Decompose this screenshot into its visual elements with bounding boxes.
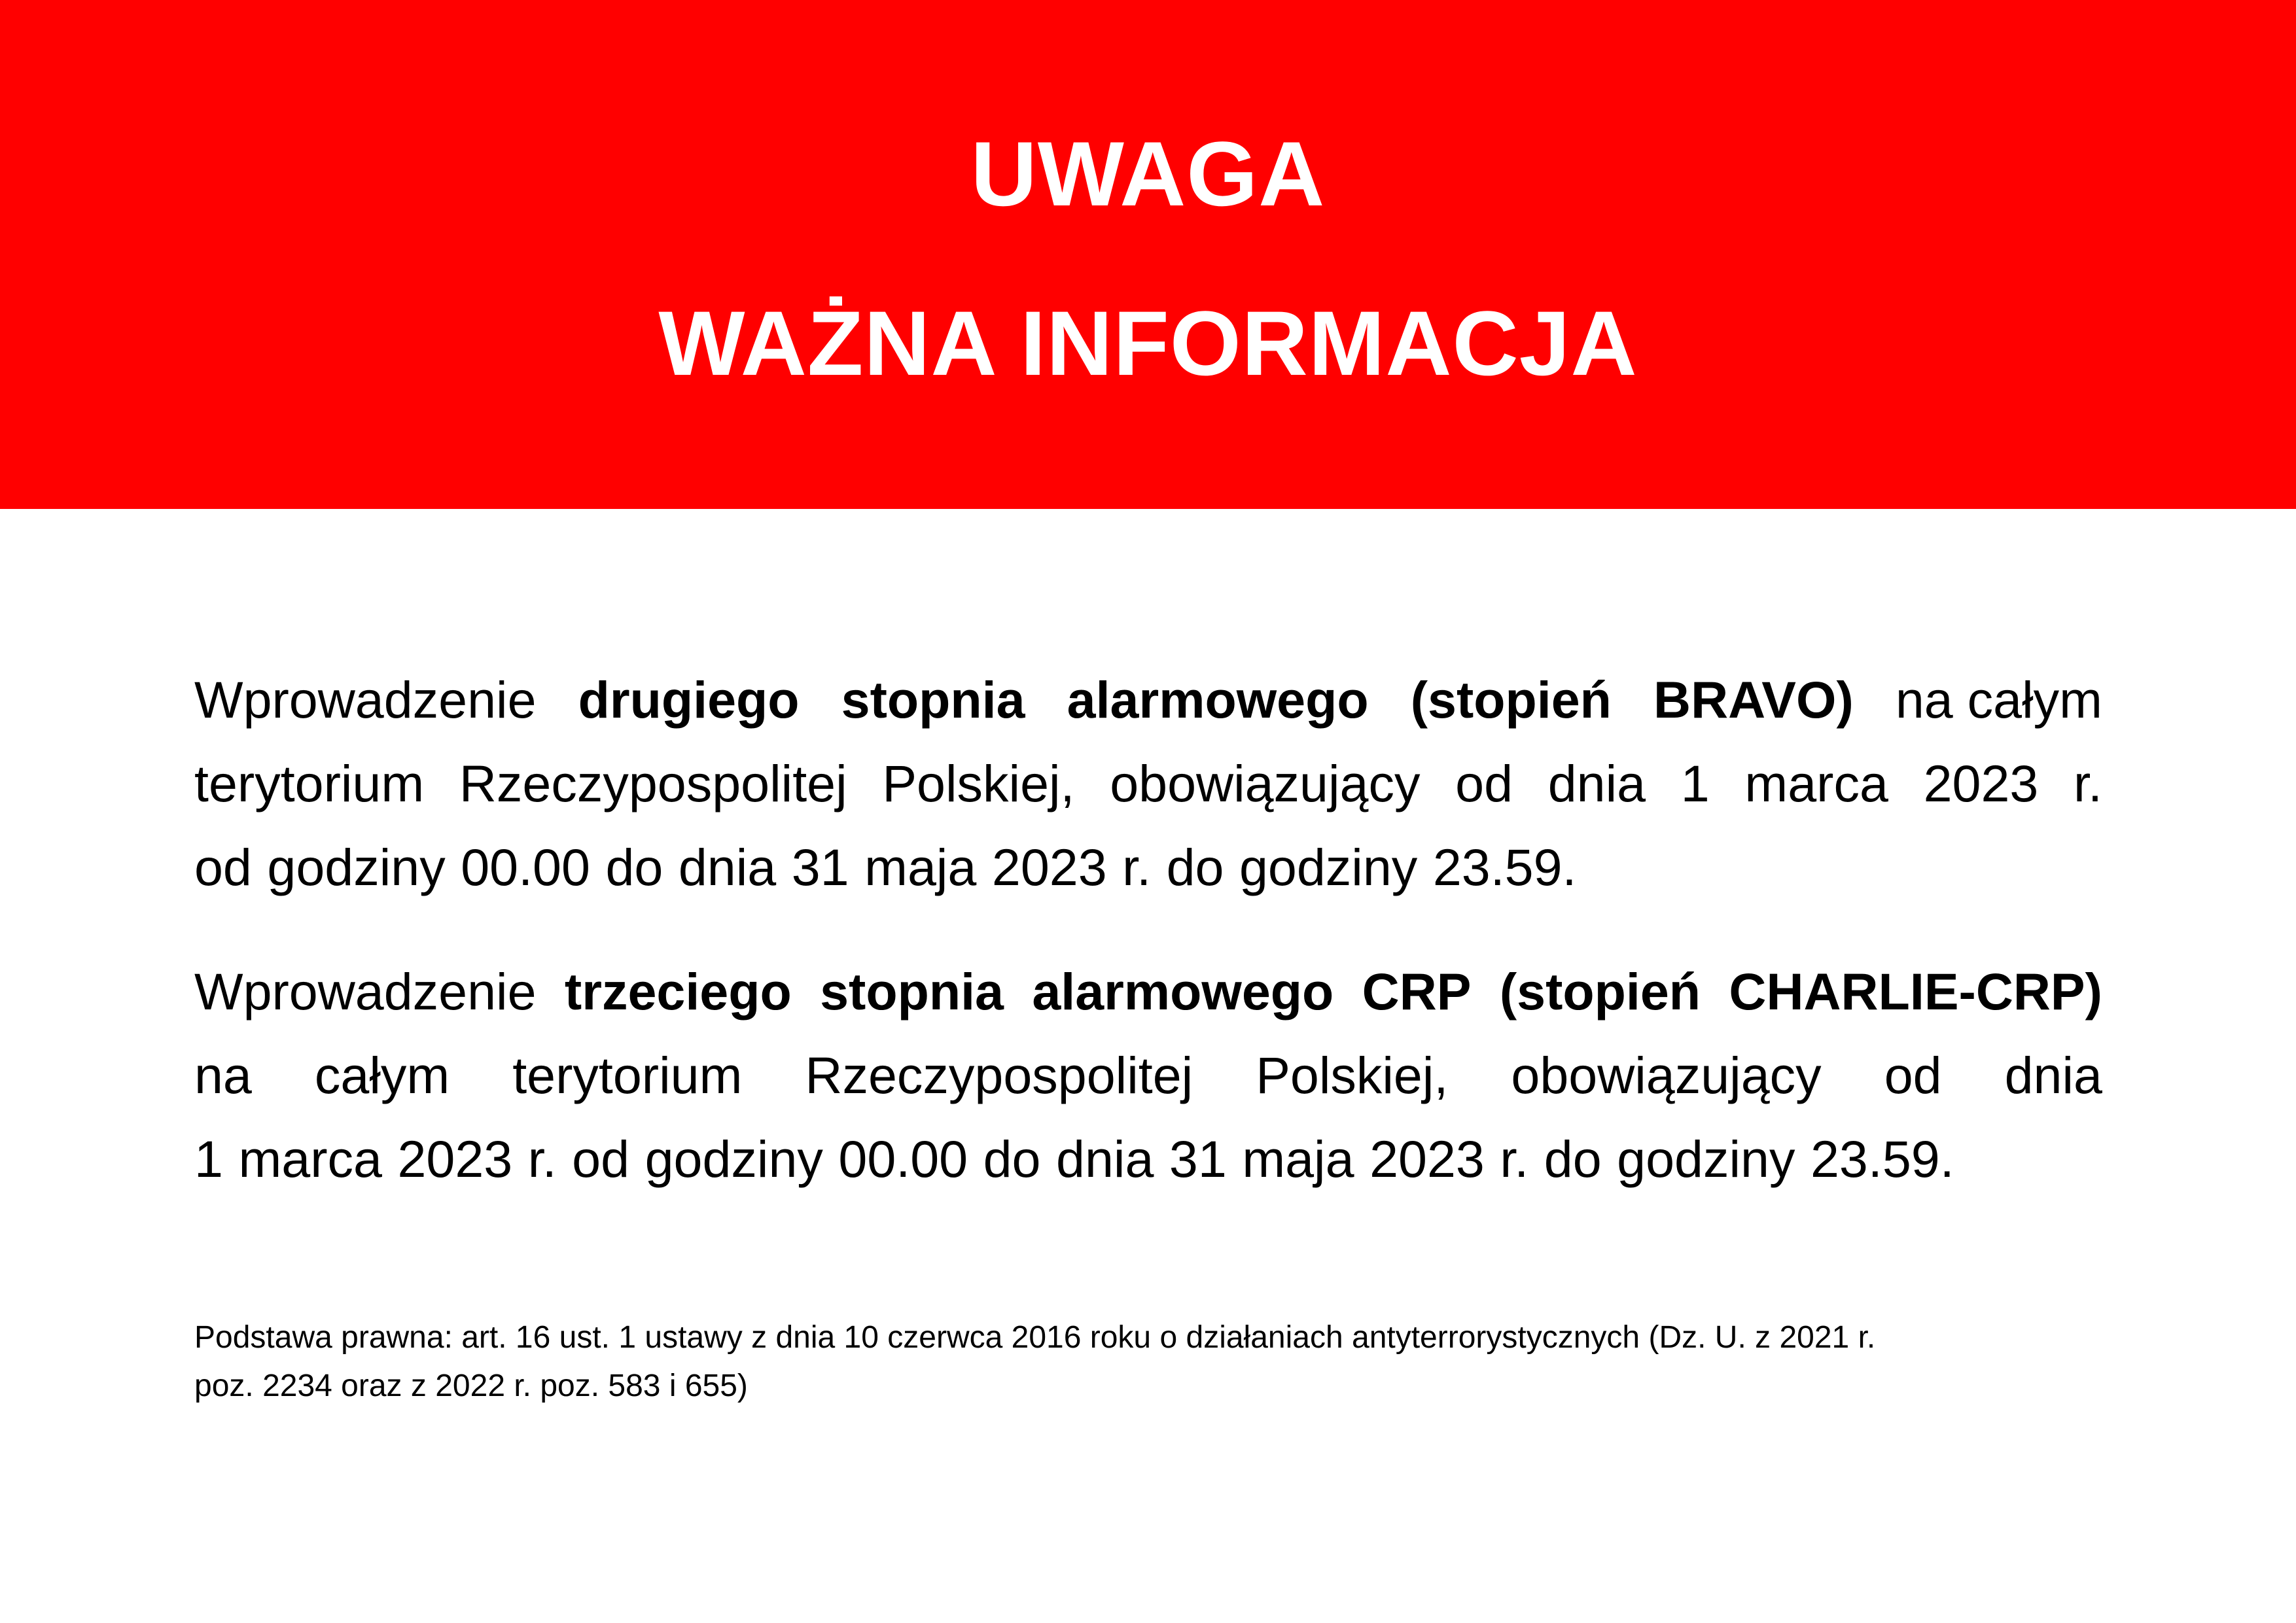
paragraph-lead: Wprowadzenie (194, 671, 537, 729)
paragraph-line (194, 658, 2102, 742)
bold-word: stopnia (841, 671, 1025, 729)
word: obowiązujący (1110, 754, 1421, 812)
bold-word: CHARLIE-CRP) (1729, 962, 2102, 1021)
word: r. (2074, 754, 2102, 812)
paragraph-line (194, 1034, 2102, 1117)
word: marca (1744, 754, 1888, 812)
word: Polskiej, (882, 754, 1075, 812)
word: od (1884, 1046, 1942, 1104)
alert-banner (0, 0, 2296, 509)
word: Rzeczypospolitej (805, 1046, 1193, 1104)
bold-word: (stopień (1499, 962, 1701, 1021)
justified-words (194, 658, 2102, 742)
word: od (1455, 754, 1513, 812)
footnote-line: poz. 2234 oraz z 2022 r. poz. 583 i 655) (194, 1369, 748, 1403)
footnote-line: Podstawa prawna: art. 16 ust. 1 ustawy z dnia 10 czerwca 2016 roku o działaniach antyterrorystycznych (Dz. U. z 2021 r. (194, 1320, 1876, 1355)
word: na (194, 1046, 252, 1104)
paragraph-bravo (194, 658, 2102, 909)
legal-basis-footnote (194, 1314, 2102, 1410)
bold-word: drugiego (578, 671, 800, 729)
banner-subtitle: WAŻNA INFORMACJA (658, 292, 1638, 394)
word: Rzeczypospolitej (459, 754, 847, 812)
word: obowiązujący (1511, 1046, 1822, 1104)
bold-word: stopnia (820, 962, 1004, 1021)
justified-words (194, 950, 2102, 1034)
justified-words (194, 1034, 2102, 1117)
paragraph-line (194, 742, 2102, 826)
paragraph-line: od godziny 00.00 do dnia 31 maja 2023 r. do godziny 23.59. (194, 838, 1577, 896)
bold-word: alarmowego (1067, 671, 1369, 729)
paragraph-line: 1 marca 2023 r. od godziny 00.00 do dnia 31 maja 2023 r. do godziny 23.59. (194, 1130, 1954, 1188)
banner-title: UWAGA (970, 122, 1326, 225)
word: 1 (1680, 754, 1710, 812)
bold-word: (stopień (1410, 671, 1612, 729)
word: terytorium (194, 754, 425, 812)
bold-word: BRAVO) (1653, 671, 1854, 729)
paragraph-lead: Wprowadzenie (194, 962, 537, 1021)
paragraph-tail: na całym (1895, 671, 2102, 729)
justified-words (194, 742, 2102, 826)
word: dnia (2004, 1046, 2102, 1104)
paragraph-charlie-crp (194, 950, 2102, 1201)
word: całym (314, 1046, 450, 1104)
word: Polskiej, (1256, 1046, 1449, 1104)
bold-word: CRP (1362, 962, 1472, 1021)
bold-word: alarmowego (1032, 962, 1334, 1021)
word: 2023 (1923, 754, 2039, 812)
word: terytorium (512, 1046, 743, 1104)
paragraph-line (194, 950, 2102, 1034)
word: dnia (1547, 754, 1646, 812)
bold-word: trzeciego (564, 962, 792, 1021)
